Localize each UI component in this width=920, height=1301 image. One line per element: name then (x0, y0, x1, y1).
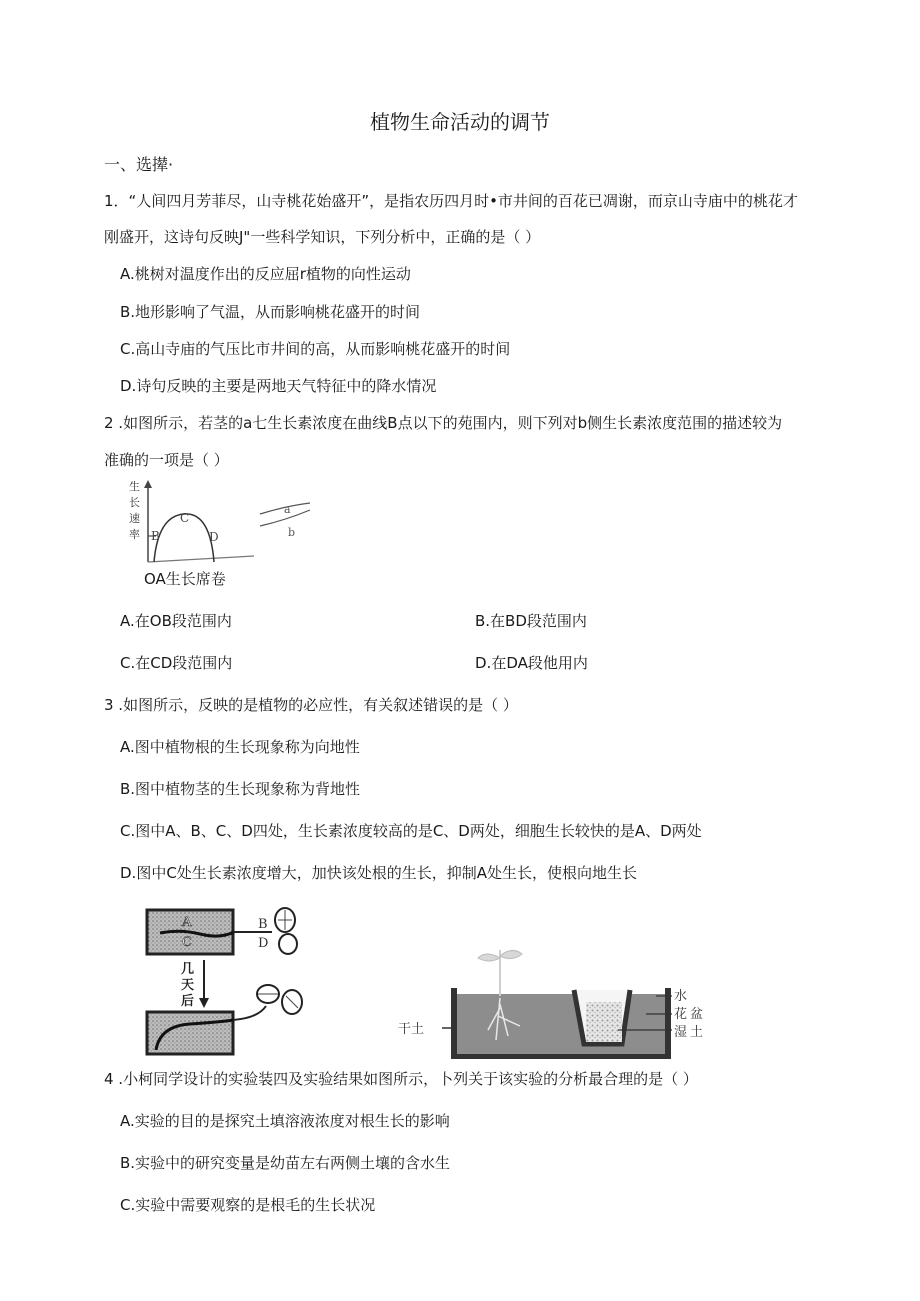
q3-arrow-text: 几 (181, 962, 195, 977)
q2-ylabel-char: 生 (129, 480, 140, 493)
q4-stem: 4 .小柯同学设计的实验装四及实验结果如图所示，卜列关于该实验的分析最合理的是（ ） (104, 1070, 698, 1088)
q2-ylabel-char: 长 (129, 496, 140, 509)
q2-ylabel-char: 率 (129, 528, 140, 541)
q1-stem-line1: 1．“人间四月芳菲尽，山寺桃花始盛开”，是指农历四月时•市井间的百花已凋谢，而京山寺庙中的桃花才 (104, 192, 798, 210)
q3-label-b: B (258, 917, 268, 932)
q2-option-d: D.在DA段他用内 (475, 654, 588, 672)
q2-growth-curve-figure (126, 476, 326, 568)
q2-side-a: a (284, 503, 291, 516)
q3-option-b: B.图中植物茎的生长现象称为背地性 (120, 780, 361, 798)
q2-stem-line2: 准确的一项是（ ） (104, 451, 229, 469)
q3-seedling-figure (140, 900, 320, 1058)
q2-option-a: A.在OB段范围内 (120, 612, 232, 630)
q4-pot-label-2: 盆 (690, 1007, 704, 1022)
q3-label-d: D (258, 936, 269, 951)
q4-experiment-figure (396, 944, 708, 1062)
q3-option-a: A.图中植物根的生长现象称为向地性 (120, 738, 360, 756)
q3-arrow-head (199, 998, 209, 1008)
q2-ylabel-char: 速 (129, 512, 140, 525)
q4-wet-soil-label-2: 土 (690, 1025, 704, 1040)
q4-option-a: A.实验的目的是探究土填溶液浓度对根生长的影响 (120, 1112, 450, 1130)
q2-point-b: B (151, 529, 160, 543)
q4-seedling-leaf (478, 954, 500, 961)
q3-label-c: C (182, 935, 192, 950)
q4-wet-soil (586, 1002, 622, 1042)
q2-point-c: C (180, 511, 190, 525)
q4-pot-label-1: 花 (674, 1007, 688, 1022)
q4-option-c: C.实验中需要观察的是根毛的生长状况 (120, 1196, 376, 1214)
q3-stem-after (233, 1006, 266, 1020)
q2-figure-caption: OA生长席卷 (144, 570, 226, 588)
q4-seedling-leaf (500, 950, 522, 958)
q3-option-d: D.图中C处生长素浓度增大，加快该处根的生长，抑制A处生长，使根向地生长 (120, 864, 638, 882)
q4-wet-soil-label-1: 湿 (674, 1025, 688, 1040)
q3-arrow-text: 天 (181, 978, 195, 993)
q3-option-c: C.图中A、B、C、D四处，生长素浓度较高的是C、D两处，细胞生长较快的是A、D两处 (120, 822, 702, 840)
q4-water-label: 水 (674, 989, 688, 1004)
q1-option-b: B.地形影响了气温，从而影响桃花盛开的时间 (120, 303, 421, 321)
q2-stem-line1: 2 .如图所示，若茎的a七生长素浓度在曲线B点以下的苑围内，则下列对b侧生长素浓度范围的描述较为 (104, 414, 783, 432)
q2-x-axis (148, 556, 254, 562)
page-title: 植物生命活动的调节 (370, 110, 550, 134)
q3-leaf-before (279, 934, 297, 954)
q4-option-b: B.实验中的研究变量是幼苗左右两侧土壤的含水生 (120, 1154, 451, 1172)
q1-stem-line2: 刚盛开，这诗句反映J"一些科学知识，下列分析中，正确的是（ ） (104, 228, 541, 246)
q3-stem: 3 .如图所示，反映的是植物的必应性，有关叙述错误的是（ ） (104, 696, 518, 714)
section-heading: 一、选撵· (104, 155, 174, 174)
q4-dry-soil (457, 994, 665, 1054)
q2-y-arrow (144, 480, 152, 488)
q2-point-d: D (209, 530, 219, 544)
q2-side-b: b (288, 526, 296, 539)
q4-dry-soil-label: 干土 (398, 1022, 425, 1037)
q2-option-c: C.在CD段范围内 (120, 654, 233, 672)
q1-option-c: C.高山寺庙的气压比市井间的高，从而影响桃花盛开的时间 (120, 340, 511, 358)
q1-option-d: D.诗句反映的主要是两地天气特征中的降水情况 (120, 377, 437, 395)
q3-soil-box-after (147, 1012, 233, 1054)
q1-option-a: A.桃树对温度作出的反应屈r植物的向性运动 (120, 265, 411, 283)
q2-option-b: B.在BD段范围内 (475, 612, 587, 630)
q3-label-a: A (182, 915, 192, 930)
q3-arrow-text: 后 (181, 994, 195, 1009)
